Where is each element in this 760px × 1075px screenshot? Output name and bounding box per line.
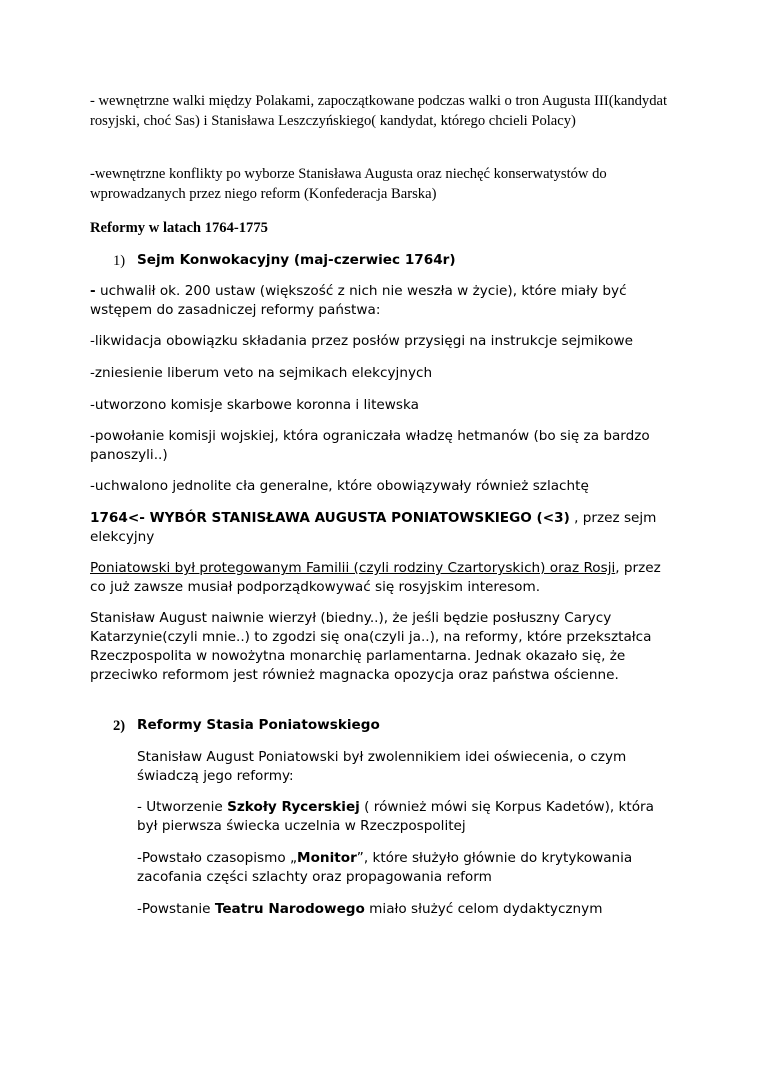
protege-underlined: Poniatowski był protegowanym Familii (czyli rodziny Czartoryskich) oraz Rosji	[90, 560, 616, 576]
reform-2-pre: -Powstało czasopismo „	[137, 850, 298, 866]
reform-1-bold: Szkoły Rycerskiej	[227, 799, 360, 815]
reform-item-4: -powołanie komisji wojskiej, która ograniczała władzę hetmanów (bo się za bardzo panoszyli..)	[90, 428, 650, 463]
section-heading: Reformy w latach 1764-1775	[90, 220, 268, 236]
reform-2-bold: Monitor	[297, 850, 357, 866]
reform-item-5: -uchwalono jednolite cła generalne, które obowiązywały również szlachtę	[90, 478, 589, 494]
reform-1-post: ( również mówi się Korpus Kadetów), która był pierwsza świecka uczelnia w Rzeczpospolitej	[137, 799, 654, 834]
election-bold: 1764<- WYBÓR STANISŁAWA AUGUSTA PONIATOWSKIEGO (<3)	[90, 510, 570, 526]
intro-paragraph-2: -wewnętrzne konflikty po wyborze Stanisława Augusta oraz niechęć konserwatystów do wprowadzanych przez niego reform (Konfederacja Barska)	[90, 166, 607, 202]
reform-item-1: -likwidacja obowiązku składania przez posłów przysięgi na instrukcje sejmikowe	[90, 333, 633, 349]
section1-title: Sejm Konwokacyjny (maj-czerwiec 1764r)	[137, 252, 456, 268]
election-paragraph	[90, 509, 670, 547]
section1-lead	[90, 282, 670, 320]
intro-paragraph-1: - wewnętrzne walki między Polakami, zapoczątkowane podczas walki o tron Augusta III(kandydat rosyjski, choć Sas) i Stanisława Leszczyńskiego( kandydat, którego chcieli Polacy)	[90, 93, 668, 129]
reform-3-pre: -Powstanie	[137, 901, 215, 917]
reform-item-2: -zniesienie liberum veto na sejmikach elekcyjnych	[90, 365, 433, 381]
election-rest: , przez sejm elekcyjny	[90, 510, 657, 545]
section2-title: Reformy Stasia Poniatowskiego	[137, 717, 380, 733]
reform-1-pre: - Utworzenie	[137, 799, 228, 815]
naive-paragraph: Stanisław August naiwnie wierzył (biedny..), że jeśli będzie posłuszny Carycy Katarzynie(czyli mnie..) to zgodzi się ona(czyli ja..), na reformy, które przekształca Rzeczpospolita w nowożytna monarchię parlamentarna. Jednak okazało się, że przeciwko reformom jest również magnacka opozycja oraz państwa ościenne.	[90, 610, 652, 683]
section2-reform-3	[137, 900, 677, 919]
section2-reform-2	[137, 849, 677, 887]
section2-reform-1	[137, 798, 677, 836]
protege-paragraph	[90, 559, 670, 597]
reform-3-bold: Teatru Narodowego	[214, 901, 365, 917]
protege-rest: , przez co już zawsze musiał podporządkowywać się rosyjskim interesom.	[90, 560, 661, 595]
section2-intro: Stanisław August Poniatowski był zwolennikiem idei oświecenia, o czym świadczą jego reformy:	[137, 749, 627, 784]
reform-3-post: miało służyć celom dydaktycznym	[364, 901, 603, 917]
section1-lead-dash: -	[90, 283, 96, 299]
section1-number: 1)	[113, 253, 126, 269]
section1-lead-text: uchwalił ok. 200 ustaw (większość z nich nie weszła w życie), które miały być wstępem do zasadniczej reformy państwa:	[90, 283, 627, 318]
reform-2-post: ”, które służyło głównie do krytykowania zacofania części szlachty oraz propagowania reform	[137, 850, 633, 885]
section2-number: 2)	[113, 718, 126, 734]
reform-item-3: -utworzono komisje skarbowe koronna i litewska	[90, 397, 419, 413]
